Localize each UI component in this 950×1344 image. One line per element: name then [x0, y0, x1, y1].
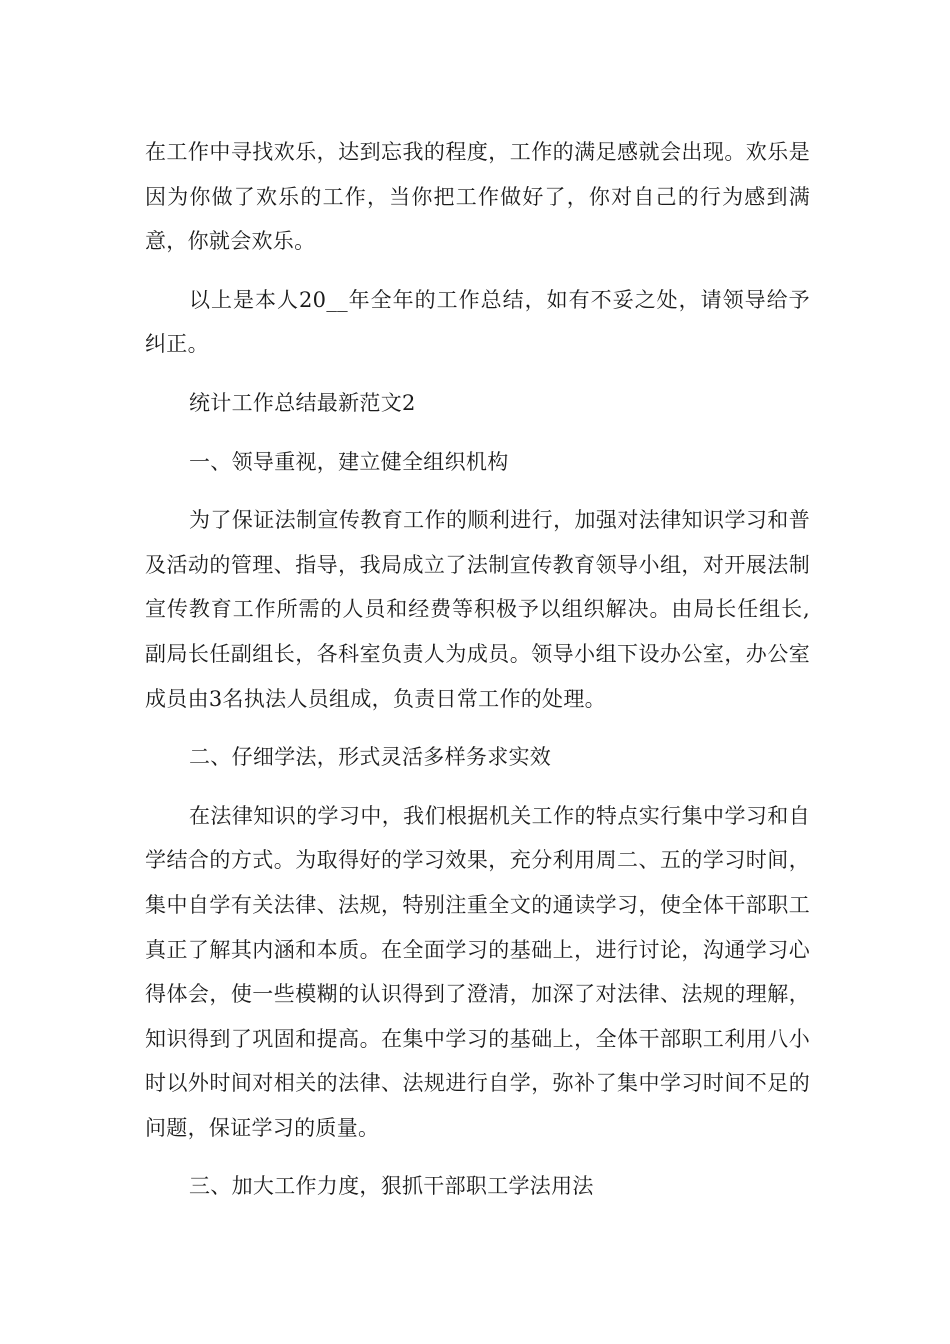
heading-1: 一、领导重视，建立健全组织机构 — [189, 449, 509, 474]
paragraph-organization: 为了保证法制宣传教育工作的顺利进行，加强对法律知识学习和普及活动的管理、指导，我局成立了法制宣传教育领导小组，对开展法制宣传教育工作所需的人员和经费等积极予以组织解决。由局长任组长,副局长任副组长，各科室负责人为成员。领导小组下设办公室，办公室成员由3名执法人员组成，负责日常工作的处理。 — [145, 508, 810, 711]
paragraph-joy-at-work: 在工作中寻找欢乐，达到忘我的程度，工作的满足感就会出现。欢乐是因为你做了欢乐的工作，当你把工作做好了，你对自己的行为感到满意，你就会欢乐。 — [145, 140, 810, 254]
document-body — [145, 130, 810, 1223]
paragraph-study-methods: 在法律知识的学习中，我们根据机关工作的特点实行集中学习和自学结合的方式。为取得好的学习效果，充分利用周二、五的学习时间，集中自学有关法律、法规，特别注重全文的通读学习，使全体干部职工真正了解其内涵和本质。在全面学习的基础上，进行讨论，沟通学习心得体会，使一些模糊的认识得到了澄清，加深了对法律、法规的理解，知识得到了巩固和提高。在集中学习的基础上，全体干部职工利用八小时以外时间对相关的法律、法规进行自学，弥补了集中学习时间不足的问题，保证学习的质量。 — [145, 803, 810, 1140]
section-title: 统计工作总结最新范文2 — [189, 390, 416, 415]
heading-2: 二、仔细学法，形式灵活多样务求实效 — [189, 745, 552, 770]
paragraph-closing-remarks: 以上是本人20__年全年的工作总结，如有不妥之处，请领导给予纠正。 — [145, 287, 810, 357]
heading-3: 三、加大工作力度，狠抓干部职工学法用法 — [189, 1174, 594, 1199]
